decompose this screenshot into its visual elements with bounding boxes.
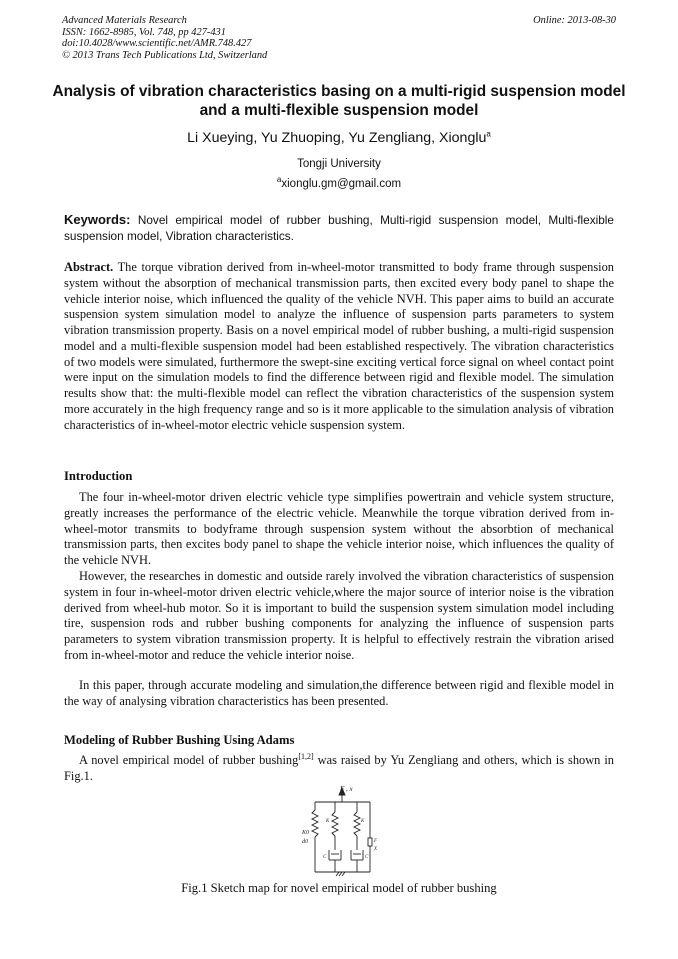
journal-header (62, 15, 616, 61)
affiliation: Tongji University (297, 158, 381, 170)
author-email-line (0, 175, 678, 190)
introduction-heading: Introduction (64, 469, 133, 483)
ground-hatch-1 (336, 872, 339, 876)
force-label: F , x (340, 785, 353, 793)
modeling-heading: Modeling of Rubber Bushing Using Adams (64, 733, 295, 747)
keywords-text: Novel empirical model of rubber bushing, Multi-rigid suspension model, Multi-flexible suspension model, Vibration characteristics. (64, 213, 614, 243)
k0-label: K0 (302, 830, 310, 836)
citation-ref: [1,2] (298, 751, 314, 761)
abstract-text: The torque vibration derived from in-wheel-motor transmitted to body frame through suspension system without the absorption of mechanical transmission parts, then excited every body panel to shape the vehicle interior noise, which influenced the quality of the vehicle NVH. This paper aims to build an accurate suspension system simulation model to analyze the influence of suspension parts parameters to system vibration transmission property. Basis on a novel empirical model of rubber bushing, a multi-rigid suspension model and a multi-flexible suspension model had been established respectively. The vibration characteristics of two models were simulated, furthermore the swept-sine exciting vertical force signal on wheel contact point were input on the simulation models to find the difference between rigid and flexible model. The simulation results show that: the multi-flexible model can reflect the vibration characteristics of the suspension system more accurately in the high frequency range and so is it more applicable to the simulation analysis of vibration characteristics of in-wheel-motor electric vehicle suspension system. (64, 260, 615, 432)
xs-label: X (374, 847, 378, 852)
email-affiliation-mark: a (276, 175, 282, 185)
copyright-line: © 2013 Trans Tech Publications Ltd, Switzerland (62, 49, 268, 61)
figure-1 (295, 782, 395, 882)
author-list (0, 130, 678, 146)
c2-label: C (365, 855, 369, 860)
abstract-label: Abstract. (64, 260, 114, 274)
modeling-paragraph-1 (64, 753, 614, 785)
abstract (64, 260, 614, 433)
introduction-paragraph-3: In this paper, through accurate modeling and simulation,the difference between rigid and flexible model in the way of analysing vibration characteristics has been presented. (64, 678, 614, 708)
author-affiliation-mark: a (486, 129, 491, 139)
figure-1-caption: Fig.1 Sketch map for novel empirical model of rubber bushing (181, 881, 497, 895)
d0-label: d0 (302, 839, 308, 845)
keywords (64, 212, 614, 244)
friction-element (368, 838, 372, 846)
online-date: Online: 2013-08-30 (533, 15, 616, 26)
c1-label: C (323, 855, 327, 860)
k2-spring (354, 812, 360, 836)
introduction-paragraph-1: The four in-wheel-motor driven electric vehicle type simplifies powertrain and vehicle system structure, greatly increases the performance of the electric vehicle. Meanwhile the torque vibration derived from in-wheel-motor transmits to bodyframe through suspension system without the absorbtion of mechanical transmission parts, then excites body panel to shape the vehicle interior noise, which influences the quality of the vehicle NVH. (64, 490, 614, 567)
ffr-label: F (374, 839, 378, 844)
rubber-bushing-diagram (295, 782, 395, 882)
keywords-label: Keywords: (64, 212, 131, 227)
journal-name: Advanced Materials Research (62, 15, 187, 26)
introduction-paragraph-2: However, the researches in domestic and outside rarely involved the vibration characteristics of suspension system in four in-wheel-motor driven electric vehicle,where the major source of interior noise is the vibration derived from wheel-hub motor. So it is important to build the suspension system simulation model including tire, suspension rods and rubber bushing components for analyzing the influence of suspension parts parameters to system vibration transmission property. It is helpful to effectively restrain the vibration arised from in-wheel-motor and reduce the vehicle interior noise. (64, 569, 614, 662)
modeling-text-b: was raised by Yu Zengliang and others, which is shown in Fig.1. (64, 753, 614, 783)
k0-spring (312, 810, 318, 837)
k1-label: K (326, 819, 330, 824)
author-email: xionglu.gm@gmail.com (281, 178, 402, 190)
ground-hatch-3 (342, 872, 345, 876)
modeling-text-a: A novel empirical model of rubber bushing (79, 753, 299, 767)
k2-label: K (361, 819, 365, 824)
ground-hatch-2 (339, 872, 342, 876)
doi-line: doi:10.4028/www.scientific.net/AMR.748.427 (62, 38, 252, 50)
issn-line: ISSN: 1662-8985, Vol. 748, pp 427-431 (62, 26, 226, 38)
paper-title: Analysis of vibration characteristics basing on a multi-rigid suspension model and a multi-flexible suspension model (52, 83, 626, 119)
author-names: Li Xueying, Yu Zhuoping, Yu Zengliang, Xionglu (187, 130, 487, 146)
k1-spring (332, 812, 338, 836)
